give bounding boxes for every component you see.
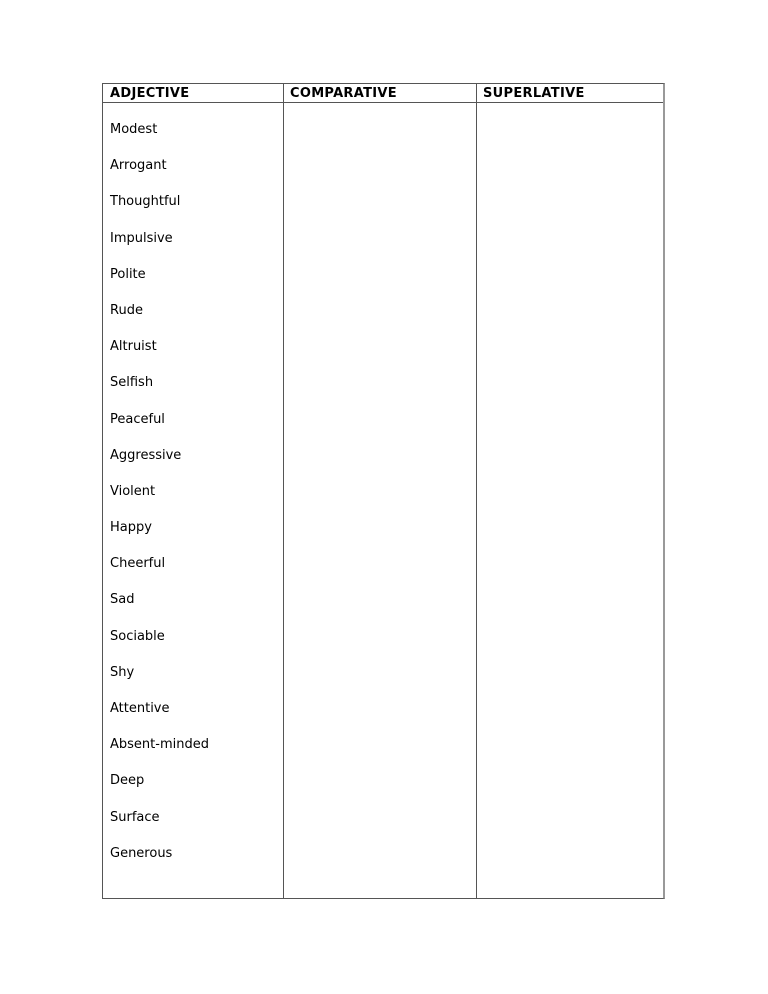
adjective-item: Impulsive (110, 230, 173, 246)
adjective-table (102, 83, 665, 899)
header-adjective: ADJECTIVE (103, 84, 283, 103)
adjective-item: Surface (110, 809, 160, 825)
adjective-item: Shy (110, 664, 135, 680)
adjective-item: Peaceful (110, 411, 165, 427)
header-superlative: SUPERLATIVE (476, 84, 663, 103)
adjective-item: Rude (110, 302, 143, 318)
adjective-item: Arrogant (110, 158, 167, 174)
adjective-item: Violent (110, 483, 156, 499)
adjective-item: Attentive (110, 701, 170, 716)
adjective-column (103, 84, 284, 898)
adjective-item: Absent-minded (110, 737, 209, 753)
adjective-item: Happy (110, 520, 152, 536)
adjective-item: Polite (110, 266, 146, 282)
adjective-item: Selfish (110, 375, 154, 391)
adjective-item: Cheerful (110, 556, 166, 572)
header-comparative: COMPARATIVE (283, 84, 476, 103)
comparative-column (283, 84, 477, 898)
adjective-item: Altruist (110, 339, 157, 355)
adjective-item: Deep (110, 773, 145, 789)
adjective-item: Generous (110, 845, 173, 861)
adjective-item: Thoughtful (110, 194, 181, 210)
superlative-column (476, 84, 663, 898)
adjective-list (103, 103, 283, 881)
adjective-item: Sociable (110, 628, 165, 644)
adjective-item: Sad (110, 592, 135, 608)
adjective-item: Aggressive (110, 447, 182, 463)
adjective-item: Modest (110, 122, 158, 137)
